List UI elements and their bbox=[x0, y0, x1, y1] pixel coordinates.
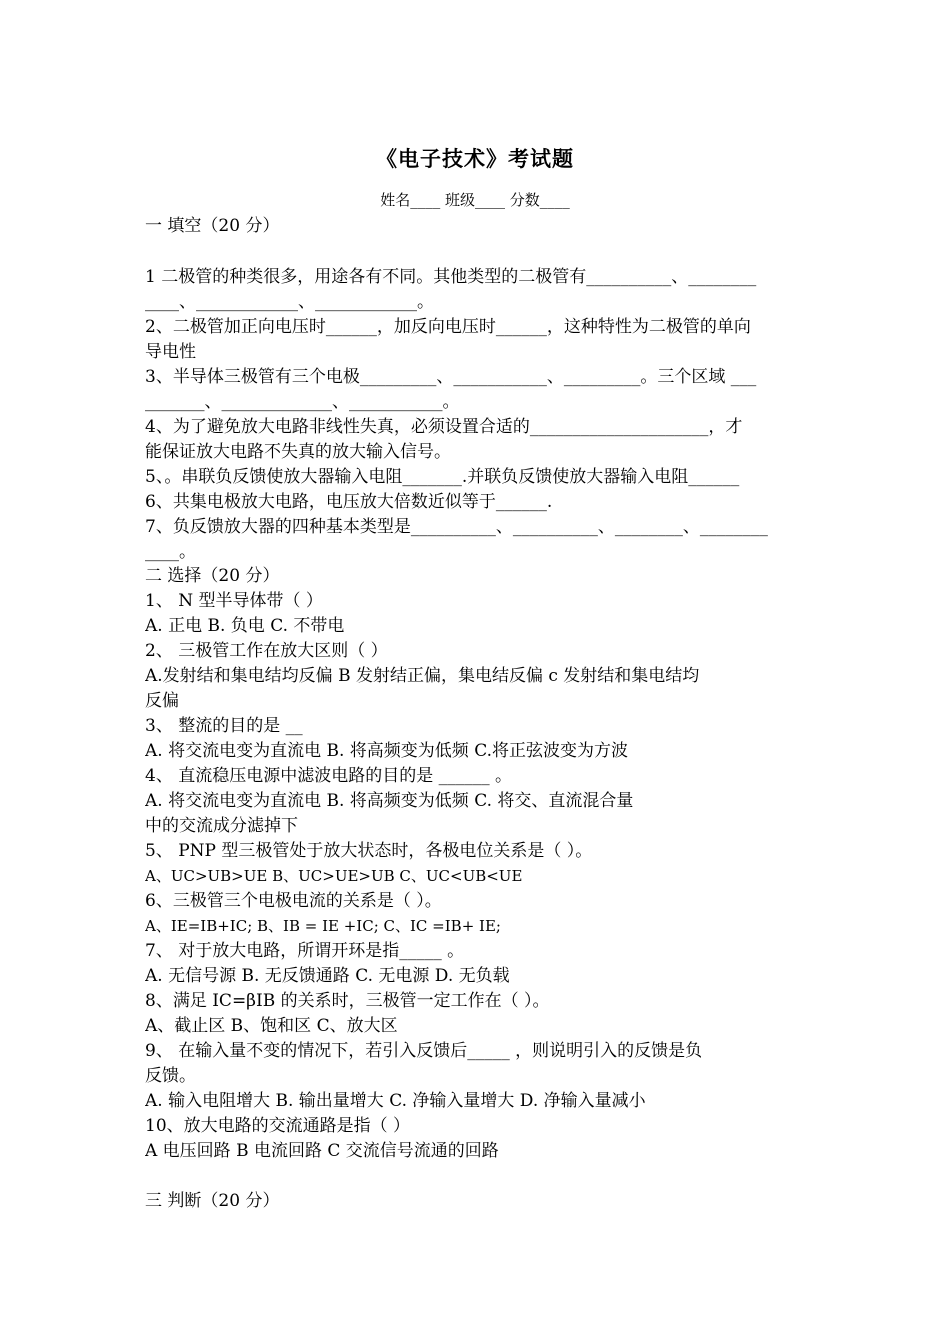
choice-line: 反偏 bbox=[145, 691, 179, 711]
choice-line: 3、 整流的目的是 __ bbox=[145, 716, 303, 736]
fill-line: _______、_____________、___________。 bbox=[145, 392, 460, 412]
choice-line: 4、 直流稳压电源中滤波电路的目的是 ______ 。 bbox=[145, 766, 513, 786]
section-header-fill: 一 填空（20 分） bbox=[145, 216, 280, 236]
choice-line: 8、满足 IC=βIB 的关系时，三极管一定工作在（ ）。 bbox=[145, 991, 550, 1011]
fill-line: 2、二极管加正向电压时______，加反向电压时______，这种特性为二极管的单向 bbox=[145, 317, 751, 337]
fill-line: ____。 bbox=[145, 542, 196, 562]
choice-line: A. 无信号源 B. 无反馈通路 C. 无电源 D. 无负载 bbox=[145, 966, 510, 986]
section-header-choice: 二 选择（20 分） bbox=[145, 566, 280, 586]
fill-line: 4、为了避免放大电路非线性失真，必须设置合适的_____________________，才 bbox=[145, 417, 743, 437]
fill-line: ____、____________、____________。 bbox=[145, 292, 434, 312]
fill-line: 6、共集电极放大电路，电压放大倍数近似等于______. bbox=[145, 492, 553, 512]
choice-line: A. 将交流电变为直流电 B. 将高频变为低频 C.将正弦波变为方波 bbox=[145, 741, 628, 761]
choice-options-line: A、IE=IB+IC; B、IB = IE +IC; C、IC =IB+ IE; bbox=[145, 917, 501, 935]
fill-line: 能保证放大电路不失真的放大输入信号。 bbox=[145, 442, 451, 462]
page-title: 《电子技术》考试题 bbox=[376, 146, 574, 171]
choice-line: A. 将交流电变为直流电 B. 将高频变为低频 C. 将交、直流混合量 bbox=[145, 791, 634, 811]
fill-line: 5、。串联负反馈使放大器输入电阻_______.并联负反馈使放大器输入电阻______ bbox=[145, 467, 740, 487]
choice-line: 2、 三极管工作在放大区则（ ） bbox=[145, 641, 388, 661]
choice-line: A、截止区 B、饱和区 C、放大区 bbox=[145, 1016, 398, 1036]
fill-line: 3、半导体三极管有三个电极_________、___________、_________。三个区域 ___ bbox=[145, 367, 757, 387]
fill-line: 导电性 bbox=[145, 342, 196, 362]
choice-line: 5、 PNP 型三极管处于放大状态时，各极电位关系是（ ）。 bbox=[145, 841, 593, 861]
choice-line: 中的交流成分滤掉下 bbox=[145, 816, 298, 836]
choice-line: 7、 对于放大电路，所谓开环是指_____ 。 bbox=[145, 941, 465, 961]
choice-line: 9、 在输入量不变的情况下，若引入反馈后_____ ，则说明引入的反馈是负 bbox=[145, 1041, 703, 1061]
choice-options-line: A、UC>UB>UE B、UC>UE>UB C、UC<UB<UE bbox=[145, 867, 523, 885]
choice-line: A. 正电 B. 负电 C. 不带电 bbox=[145, 616, 345, 636]
fill-line: 1 二极管的种类很多，用途各有不同。其他类型的二极管有__________、________ bbox=[145, 267, 757, 287]
choice-line: 反馈。 bbox=[145, 1066, 196, 1086]
choice-line: 1、 N 型半导体带（ ） bbox=[145, 591, 323, 611]
choice-line: 6、三极管三个电极电流的关系是（ ）。 bbox=[145, 891, 442, 911]
section-header-judge: 三 判断（20 分） bbox=[145, 1191, 280, 1211]
choice-line: A. 输入电阻增大 B. 输出量增大 C. 净输入量增大 D. 净输入量减小 bbox=[145, 1091, 646, 1111]
fill-line: 7、负反馈放大器的四种基本类型是__________、__________、________、________ bbox=[145, 517, 768, 537]
choice-line: 10、放大电路的交流通路是指（ ） bbox=[145, 1116, 411, 1136]
choice-line: A.发射结和集电结均反偏 B 发射结正偏，集电结反偏 c 发射结和集电结均 bbox=[145, 666, 700, 686]
choice-line: A 电压回路 B 电流回路 C 交流信号流通的回路 bbox=[145, 1141, 499, 1161]
student-info-line: 姓名____ 班级____ 分数____ bbox=[380, 191, 570, 209]
